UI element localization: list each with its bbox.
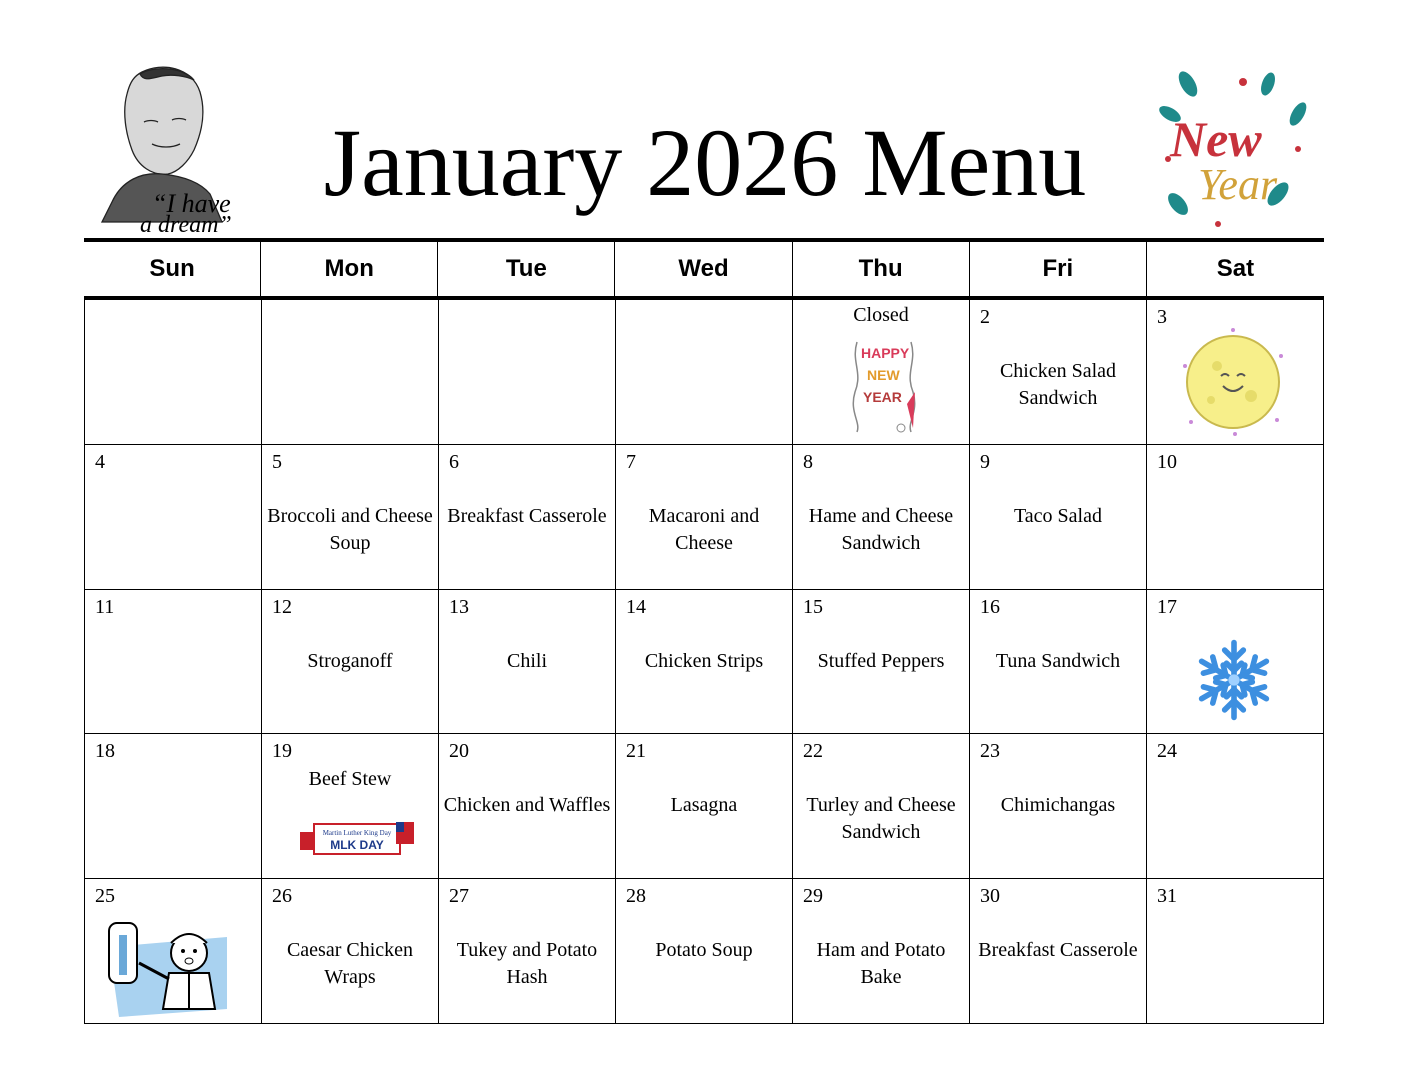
day-number: 28 [626,885,646,908]
day-number: 25 [95,885,115,908]
calendar-grid [84,300,1324,1024]
meal-item: Potato Soup [655,939,753,962]
day-of-week-header [84,242,1324,296]
svg-text:a dream”: a dream” [140,212,232,237]
svg-text:Martin Luther King Day: Martin Luther King Day [322,829,392,838]
day-number: 4 [95,450,105,473]
calendar-cell [262,879,439,1024]
calendar-cell [439,590,616,735]
day-number: 3 [1157,306,1167,328]
happy-new-year-icon [849,332,919,438]
calendar-cell [439,879,616,1024]
day-number: 27 [449,885,469,908]
calendar-cell [1147,590,1324,735]
meal-item: Chimichangas [1000,794,1116,817]
svg-text:“I have: “I have [152,189,231,218]
dow-fri: Fri [970,242,1147,296]
meal-item: Tuna Sandwich [995,649,1121,672]
day-number: 22 [803,740,823,763]
calendar-cell [439,300,616,445]
day-number: 17 [1157,595,1177,618]
calendar-cell [85,734,262,879]
svg-text:MLK DAY: MLK DAY [330,838,384,853]
meal-item: Turley and Cheese Sandwich [806,794,956,844]
day-number: 12 [272,595,292,618]
meal-item: Broccoli and Cheese Soup [267,504,433,554]
meal-item: Breakfast Casserole [978,939,1138,962]
calendar-cell [439,445,616,590]
meal-item: Ham and Potato Bake [816,939,946,989]
day-number: 6 [449,450,459,473]
calendar-cell [793,734,970,879]
calendar-cell [85,445,262,590]
calendar-cell [85,300,262,445]
closed-note: Closed [853,304,909,326]
dow-wed: Wed [615,242,792,296]
calendar-cell [793,445,970,590]
day-number: 30 [980,885,1000,908]
day-number: 24 [1157,740,1177,763]
dow-sat: Sat [1216,255,1255,282]
meal-item: Beef Stew [308,768,392,791]
day-number: 5 [272,450,282,473]
calendar-cell [1147,734,1324,879]
calendar-cell [1147,300,1324,445]
calendar-cell [85,590,262,735]
calendar-cell [1147,445,1324,590]
svg-text:YEAR: YEAR [863,389,902,405]
calendar-cell [970,445,1147,590]
mlk-portrait-icon [82,62,257,237]
day-number: 10 [1157,450,1177,473]
calendar-cell [85,879,262,1024]
meal-item: Breakfast Casserole [447,504,607,527]
meal-item: Macaroni and Cheese [648,504,760,554]
day-number: 16 [980,595,1000,618]
calendar-cell [616,590,793,735]
calendar-cell [616,734,793,879]
day-number: 18 [95,740,115,763]
day-number: 15 [803,595,823,618]
day-number: 21 [626,740,646,763]
day-number: 8 [803,450,813,473]
day-number: 20 [449,740,469,763]
day-number: 2 [980,306,990,328]
meal-item: Taco Salad [1013,504,1102,527]
day-number: 13 [449,595,469,618]
meal-item: Chicken Strips [644,649,764,672]
calendar-cell [616,445,793,590]
calendar-cell [793,590,970,735]
mlk-day-banner-icon [298,818,416,860]
calendar-cell [616,879,793,1024]
snowflake-icon [1191,634,1277,726]
day-number: 23 [980,740,1000,763]
calendar-cell [262,734,439,879]
meal-item: Lasagna [670,794,738,817]
meal-item: Chicken Salad Sandwich [999,360,1117,409]
new-year-wreath-icon [1148,64,1316,234]
meal-item: Hame and Cheese Sandwich [808,504,954,554]
cold-thermometer-man-icon [99,917,233,1019]
calendar-cell [262,300,439,445]
calendar-cell [1147,879,1324,1024]
svg-text:NEW: NEW [867,367,900,383]
svg-text:HAPPY: HAPPY [861,345,910,361]
day-number: 11 [95,595,115,618]
calendar-cell [970,879,1147,1024]
svg-text:New: New [1170,111,1262,167]
calendar-cell [970,734,1147,879]
calendar-cell [262,590,439,735]
day-number: 9 [980,450,990,473]
calendar-cell [970,590,1147,735]
day-number: 19 [272,740,292,763]
calendar-cell [793,300,970,445]
calendar-cell [793,879,970,1024]
moon-icon [1177,326,1289,438]
calendar-cell [262,445,439,590]
meal-item: Stuffed Peppers [817,649,945,672]
dow-thu: Thu [793,242,970,296]
day-number: 14 [626,595,646,618]
svg-text:Year: Year [1198,160,1278,209]
dow-tue: Tue [438,242,615,296]
meal-item: Chili [506,649,547,672]
day-number: 31 [1157,885,1177,908]
dow-sun: Sun [84,242,261,296]
day-number: 7 [626,450,636,473]
meal-item: Stroganoff [307,649,393,672]
calendar-cell [970,300,1147,445]
meal-item: Chicken and Waffles [443,794,611,817]
dow-mon: Mon [261,242,438,296]
calendar-cell [616,300,793,445]
day-number: 29 [803,885,823,908]
day-number: 26 [272,885,292,908]
page-title: January 2026 Menu [323,109,1087,216]
meal-item: Tukey and Potato Hash [456,939,598,989]
calendar-cell [439,734,616,879]
meal-item: Caesar Chicken Wraps [286,939,414,989]
